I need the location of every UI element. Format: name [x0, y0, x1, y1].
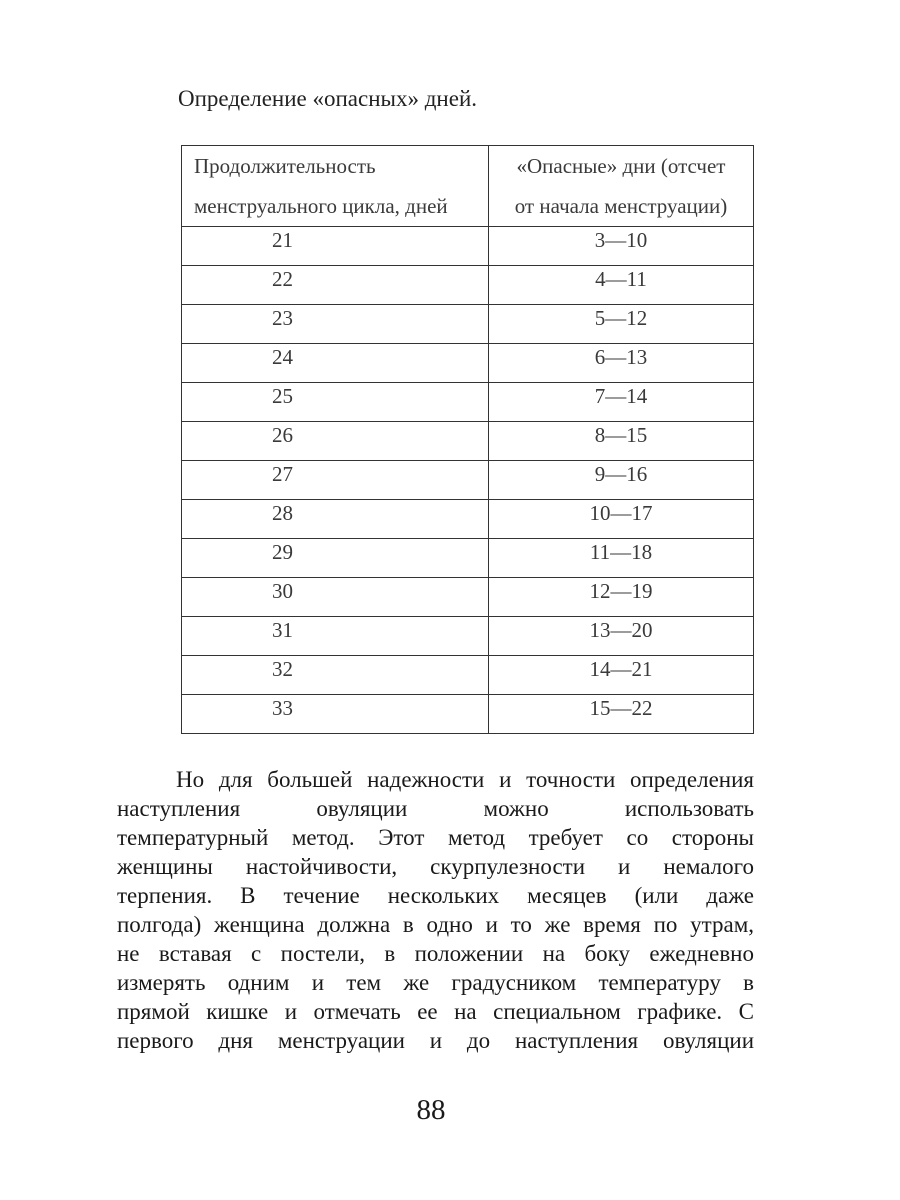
header-cycle-length — [182, 146, 489, 227]
cycle-length-cell: 24 — [182, 344, 489, 383]
dangerous-days-cell: 3—10 — [489, 227, 754, 266]
paragraph-line: полгода) женщина должна в одно и то же время по утрам, — [117, 912, 754, 937]
table-row — [182, 344, 754, 383]
table-row — [182, 422, 754, 461]
cycle-length-cell: 33 — [182, 695, 489, 734]
table-caption: Определение «опасных» дней. — [178, 86, 478, 111]
table-row — [182, 656, 754, 695]
dangerous-days-cell: 12—19 — [489, 578, 754, 617]
paragraph-line: первого дня менструации и до наступления овуляции — [117, 1028, 754, 1053]
cycle-length-cell: 22 — [182, 266, 489, 305]
dangerous-days-cell: 6—13 — [489, 344, 754, 383]
table-row — [182, 500, 754, 539]
dangerous-days-cell: 7—14 — [489, 383, 754, 422]
dangerous-days-cell: 4—11 — [489, 266, 754, 305]
cycle-length-cell: 30 — [182, 578, 489, 617]
table-row — [182, 383, 754, 422]
cycle-length-cell: 29 — [182, 539, 489, 578]
table-row — [182, 578, 754, 617]
dangerous-days-cell: 8—15 — [489, 422, 754, 461]
cycle-length-cell: 32 — [182, 656, 489, 695]
paragraph-line: не вставая с постели, в положении на боку ежедневно — [117, 941, 754, 966]
cycle-length-cell: 27 — [182, 461, 489, 500]
dangerous-days-cell: 9—16 — [489, 461, 754, 500]
table-row — [182, 461, 754, 500]
dangerous-days-cell: 15—22 — [489, 695, 754, 734]
paragraph-line: Но для большей надежности и точности определения — [176, 767, 754, 792]
header-dangerous-days-line1: «Опасные» дни (отсчет — [516, 154, 726, 178]
header-cycle-length-line1: Продолжительность — [194, 154, 376, 178]
dangerous-days-cell: 10—17 — [489, 500, 754, 539]
cycle-length-cell: 23 — [182, 305, 489, 344]
dangerous-days-cell: 14—21 — [489, 656, 754, 695]
header-dangerous-days-line2: от начала менструации) — [514, 194, 728, 218]
cycle-length-cell: 31 — [182, 617, 489, 656]
table-row — [182, 695, 754, 734]
table-row — [182, 305, 754, 344]
table-header-row — [182, 146, 754, 227]
table-row — [182, 266, 754, 305]
paragraph-line: измерять одним и тем же градусником температуру в — [117, 970, 754, 995]
cycle-length-cell: 21 — [182, 227, 489, 266]
table-row — [182, 617, 754, 656]
page-number: 88 — [416, 1094, 446, 1126]
dangerous-days-table — [181, 145, 754, 734]
paragraph-line: наступления овуляции можно использовать — [117, 796, 754, 821]
dangerous-days-cell: 11—18 — [489, 539, 754, 578]
header-cycle-length-line2: менструального цикла, дней — [194, 194, 448, 218]
dangerous-days-cell: 13—20 — [489, 617, 754, 656]
body-paragraph — [117, 765, 754, 1055]
paragraph-line: женщины настойчивости, скурпулезности и немалого — [117, 854, 754, 879]
cycle-length-cell: 25 — [182, 383, 489, 422]
table-row — [182, 539, 754, 578]
paragraph-line: температурный метод. Этот метод требует со стороны — [117, 825, 754, 850]
dangerous-days-cell: 5—12 — [489, 305, 754, 344]
cycle-length-cell: 26 — [182, 422, 489, 461]
table-row — [182, 227, 754, 266]
paragraph-line: прямой кишке и отмечать ее на специальном графике. С — [117, 999, 754, 1024]
cycle-length-cell: 28 — [182, 500, 489, 539]
paragraph-line: терпения. В течение нескольких месяцев (или даже — [117, 883, 754, 908]
header-dangerous-days — [489, 146, 754, 227]
